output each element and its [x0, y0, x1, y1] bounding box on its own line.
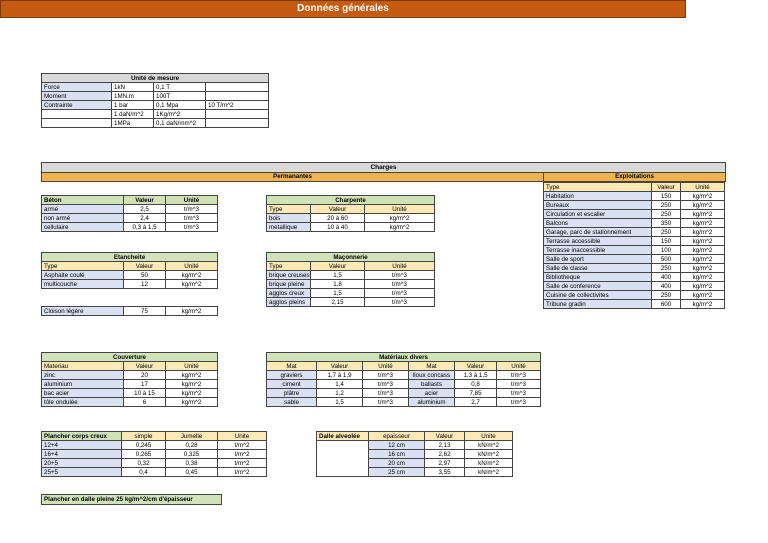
materiaux-header: Mat [267, 362, 317, 371]
plancher-cell: 0,265 [122, 450, 166, 459]
exploit-value: 250 [652, 228, 681, 237]
etancheite-header: Type [42, 262, 124, 271]
exploit-value: 250 [652, 210, 681, 219]
maconnerie-header: Valeur [311, 262, 365, 271]
exploit-unit: kg/m^2 [681, 300, 725, 309]
materiaux-header: Unité [363, 362, 409, 371]
materiaux-cell: 0,8 [455, 380, 497, 389]
materiaux-cell: t/m^3 [497, 398, 541, 407]
materiaux-cell: plâtre [267, 389, 317, 398]
materiaux-cell: 2,7 [455, 398, 497, 407]
dalle-cell: kN/m^2 [465, 459, 513, 468]
dalle-cell: 2,97 [425, 459, 465, 468]
dalle-cell: 16 cm [369, 450, 425, 459]
couverture-cell: tôle ondulée [42, 398, 124, 407]
exploit-header: Type [544, 183, 652, 192]
exploit-header: Valeur [652, 183, 681, 192]
exploitations-table [543, 182, 725, 309]
permanentes-header: Permanantes [41, 172, 544, 182]
materiaux-cell: t/m^3 [497, 371, 541, 380]
dalle-cell: 20 cm [369, 459, 425, 468]
dalle-cell: 2,62 [425, 450, 465, 459]
charpente-header: Type [267, 205, 311, 214]
unites-cell: 1kN [112, 83, 154, 92]
materiaux-cell: 1,7 à 1,9 [317, 371, 363, 380]
couverture-cell: 17 [124, 380, 166, 389]
beton-cell: 2,4 [124, 214, 166, 223]
dalle-cell: 12 cm [369, 441, 425, 450]
exploit-type: Balcons [544, 219, 652, 228]
couverture-cell: 20 [124, 371, 166, 380]
materiaux-header: Unité [497, 362, 541, 371]
couverture-table [41, 352, 218, 407]
etancheite-cell: kg/m^2 [166, 280, 218, 289]
materiaux-cell: t/m^3 [363, 389, 409, 398]
exploit-type: Garage, parc de stationnement [544, 228, 652, 237]
cloison-label: Cloison légère [42, 307, 124, 316]
dalle-cell: 3,55 [425, 468, 465, 477]
etancheite-header: Valeur [124, 262, 166, 271]
materiaux-cell: t/m^3 [497, 380, 541, 389]
exploit-type: Salle de sport [544, 255, 652, 264]
maconnerie-header: Type [267, 262, 311, 271]
unites-cell: 1MN.m [112, 92, 154, 101]
etancheite-title: Etancheite [42, 253, 218, 262]
plancher-cell: t/m^2 [218, 441, 267, 450]
exploit-value: 250 [652, 201, 681, 210]
materiaux-cell: 1,5 [317, 398, 363, 407]
charpente-header: Valeur [311, 205, 365, 214]
beton-table [41, 195, 218, 232]
dalle-empty-cell [317, 441, 369, 477]
plancher-table [41, 431, 267, 477]
couverture-header: Unité [166, 362, 218, 371]
materiaux-cell: t/m^3 [497, 389, 541, 398]
plancher-cell: 0,325 [166, 450, 218, 459]
charpente-cell: bois [267, 214, 311, 223]
maconnerie-cell: brique creuses [267, 271, 311, 280]
cloison-table [41, 306, 218, 316]
exploit-type: Tribune gradin [544, 300, 652, 309]
couverture-cell: kg/m^2 [166, 398, 218, 407]
charpente-cell: kg/m^2 [365, 214, 435, 223]
unites-cell: Moment [42, 92, 112, 101]
beton-header: Valeur [124, 196, 166, 205]
couverture-header: Materiau [42, 362, 124, 371]
exploit-value: 600 [652, 300, 681, 309]
materiaux-cell: 1,3 à 1,5 [455, 371, 497, 380]
exploit-unit: kg/m^2 [681, 273, 725, 282]
exploit-value: 250 [652, 291, 681, 300]
charpente-cell: 10 à 40 [311, 223, 365, 232]
maconnerie-cell: 1,5 [311, 271, 365, 280]
exploit-value: 250 [652, 264, 681, 273]
maconnerie-cell: agglos creux [267, 289, 311, 298]
exploit-type: Bureaux [544, 201, 652, 210]
exploit-type: Circulation et escalier [544, 210, 652, 219]
dalle-header: epaisseur [369, 432, 425, 441]
charpente-cell: metallique [267, 223, 311, 232]
couverture-cell: 6 [124, 398, 166, 407]
unites-cell [206, 110, 269, 119]
charpente-cell: kg/m^2 [365, 223, 435, 232]
exploit-unit: kg/m^2 [681, 255, 725, 264]
exploit-type: Salle de conference [544, 282, 652, 291]
plancher-cell: t/m^2 [218, 459, 267, 468]
materiaux-cell: aluminium [409, 398, 455, 407]
unites-cell: 100T [154, 92, 206, 101]
plancher-cell: 0,4 [122, 468, 166, 477]
unites-cell: Contrainte [42, 101, 112, 110]
exploit-type: Bibliotheque [544, 273, 652, 282]
materiaux-cell: t/m^3 [363, 380, 409, 389]
couverture-cell: 10 à 15 [124, 389, 166, 398]
unites-cell [42, 110, 112, 119]
exploit-value: 100 [652, 246, 681, 255]
beton-cell: t/m^3 [166, 223, 218, 232]
plancher-header: simple [122, 432, 166, 441]
beton-cell: t/m^3 [166, 214, 218, 223]
plancher-cell: t/m^2 [218, 468, 267, 477]
unites-cell: 0,1 daN/mm^2 [154, 119, 206, 128]
unites-cell [206, 83, 269, 92]
materiaux-cell: 1,2 [317, 389, 363, 398]
plancher-header: Plancher corps creux [42, 432, 122, 441]
exploit-unit: kg/m^2 [681, 219, 725, 228]
unites-cell: 1 bar [112, 101, 154, 110]
exploitations-header: Exploitations [543, 172, 726, 182]
plancher-cell: 0,245 [122, 441, 166, 450]
exploit-value: 150 [652, 192, 681, 201]
maconnerie-header: Unité [365, 262, 435, 271]
page-title: Données générales [0, 0, 686, 18]
charges-header: Charges [41, 162, 726, 173]
dalle-header: Dalle alveolée [317, 432, 369, 441]
dalle-table [316, 431, 513, 477]
beton-cell: armé [42, 205, 124, 214]
charpente-cell: 20 à 60 [311, 214, 365, 223]
maconnerie-cell: t/m^3 [365, 271, 435, 280]
maconnerie-table [266, 252, 435, 307]
beton-cell: cellulaire [42, 223, 124, 232]
exploit-unit: kg/m^2 [681, 192, 725, 201]
charpente-title: Charpente [267, 196, 435, 205]
exploit-type: Terrasse accessible [544, 237, 652, 246]
exploit-unit: kg/m^2 [681, 264, 725, 273]
exploit-header: Unité [681, 183, 725, 192]
dalle-header: Valeur [425, 432, 465, 441]
exploit-unit: kg/m^2 [681, 246, 725, 255]
exploit-unit: kg/m^2 [681, 291, 725, 300]
couverture-cell: kg/m^2 [166, 389, 218, 398]
couverture-cell: bac acier [42, 389, 124, 398]
etancheite-cell: 50 [124, 271, 166, 280]
unites-cell [206, 92, 269, 101]
unites-cell: Force [42, 83, 112, 92]
etancheite-cell: Asphalte coulé [42, 271, 124, 280]
exploit-value: 400 [652, 282, 681, 291]
materiaux-header: Valeur [455, 362, 497, 371]
etancheite-table [41, 252, 218, 289]
exploit-type: Salle de classe [544, 264, 652, 273]
couverture-cell: aluminium [42, 380, 124, 389]
exploit-value: 400 [652, 273, 681, 282]
dalle-cell: kN/m^2 [465, 441, 513, 450]
dalle-header: Unite [465, 432, 513, 441]
materiaux-cell: 7,85 [455, 389, 497, 398]
exploit-unit: kg/m^2 [681, 210, 725, 219]
couverture-cell: kg/m^2 [166, 380, 218, 389]
plancher-cell: 0,32 [122, 459, 166, 468]
materiaux-cell: t/m^3 [363, 398, 409, 407]
etancheite-cell: multicouche [42, 280, 124, 289]
charpente-header: Unité [365, 205, 435, 214]
maconnerie-cell: brique pleine [267, 280, 311, 289]
couverture-title: Couverture [42, 353, 218, 362]
maconnerie-cell: 2,15 [311, 298, 365, 307]
exploit-value: 500 [652, 255, 681, 264]
plancher-header: Unite [218, 432, 267, 441]
exploit-type: Cuisine de collectivites [544, 291, 652, 300]
exploit-type: Terrasse inaccessible [544, 246, 652, 255]
maconnerie-cell: t/m^3 [365, 298, 435, 307]
unites-cell: 1 daN/m^2 [112, 110, 154, 119]
materiaux-cell: lloux concass [409, 371, 455, 380]
etancheite-cell: 12 [124, 280, 166, 289]
etancheite-cell: kg/m^2 [166, 271, 218, 280]
unites-cell: 0,1 Mpa [154, 101, 206, 110]
unites-cell: 10 T/m^2 [206, 101, 269, 110]
plancher-cell: 0,28 [166, 441, 218, 450]
beton-cell: t/m^3 [166, 205, 218, 214]
beton-header: Unité [166, 196, 218, 205]
cloison-value: 75 [124, 307, 166, 316]
unites-header: Unité de mesure [42, 74, 269, 83]
maconnerie-cell: 1,8 [311, 280, 365, 289]
unites-cell: 0,1 T [154, 83, 206, 92]
plancher-cell: 16+4 [42, 450, 122, 459]
dalle-cell: 25 cm [369, 468, 425, 477]
exploit-value: 150 [652, 237, 681, 246]
maconnerie-cell: 1,5 [311, 289, 365, 298]
materiaux-cell: acier [409, 389, 455, 398]
materiaux-cell: ballasts [409, 380, 455, 389]
plancher-cell: 25+5 [42, 468, 122, 477]
beton-cell: 2,5 [124, 205, 166, 214]
exploit-type: Habitation [544, 192, 652, 201]
maconnerie-cell: t/m^3 [365, 280, 435, 289]
materiaux-cell: 1,4 [317, 380, 363, 389]
beton-header: Béton [42, 196, 124, 205]
unites-cell [42, 119, 112, 128]
couverture-cell: zinc [42, 371, 124, 380]
unites-cell: 1MPa [112, 119, 154, 128]
maconnerie-cell: t/m^3 [365, 289, 435, 298]
charpente-table [266, 195, 435, 232]
dalle-cell: 2,13 [425, 441, 465, 450]
plancher-cell: t/m^2 [218, 450, 267, 459]
materiaux-title: Matériaux divers [267, 353, 541, 362]
beton-cell: non armé [42, 214, 124, 223]
maconnerie-title: Maçonnerie [267, 253, 435, 262]
materiaux-cell: ciment [267, 380, 317, 389]
unites-cell: 1Kg/m^2 [154, 110, 206, 119]
maconnerie-cell: agglos pleins [267, 298, 311, 307]
plancher-cell: 12+4 [42, 441, 122, 450]
plancher-cell: 0,38 [166, 459, 218, 468]
couverture-cell: kg/m^2 [166, 371, 218, 380]
materiaux-header: Valeur [317, 362, 363, 371]
exploit-unit: kg/m^2 [681, 282, 725, 291]
unites-cell [206, 119, 269, 128]
etancheite-header: Unité [166, 262, 218, 271]
unites-table [41, 73, 269, 128]
dalle-cell: kN/m^2 [465, 450, 513, 459]
materiaux-table [266, 352, 541, 407]
exploit-value: 350 [652, 219, 681, 228]
couverture-header: Valeur [124, 362, 166, 371]
exploit-unit: kg/m^2 [681, 228, 725, 237]
dalle-pleine-note: Plancher en dalle pleine 25 kg/m^2/cm d'épaisseur [41, 494, 222, 505]
exploit-unit: kg/m^2 [681, 237, 725, 246]
materiaux-cell: graviers [267, 371, 317, 380]
exploit-unit: kg/m^2 [681, 201, 725, 210]
plancher-header: Jumelle [166, 432, 218, 441]
materiaux-header: Mat [409, 362, 455, 371]
dalle-cell: kN/m^2 [465, 468, 513, 477]
plancher-cell: 20+5 [42, 459, 122, 468]
cloison-unit: kg/m^2 [166, 307, 218, 316]
plancher-cell: 0,45 [166, 468, 218, 477]
materiaux-cell: t/m^3 [363, 371, 409, 380]
beton-cell: 0,3 à 1,5 [124, 223, 166, 232]
materiaux-cell: sable [267, 398, 317, 407]
